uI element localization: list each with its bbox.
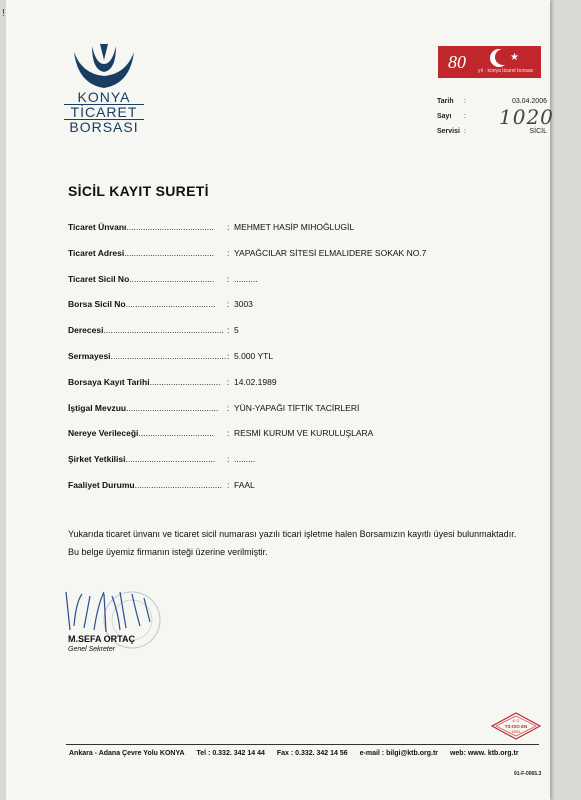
- document-page: [6, 0, 554, 800]
- meta-service-row: [437, 128, 547, 143]
- field-label: Sermayesi.................................................: [68, 350, 227, 361]
- iso-diamond-icon: [491, 712, 541, 740]
- field-label: İştigal Mevzuu.......................................: [68, 402, 219, 413]
- handwritten-number: 1020: [499, 105, 554, 129]
- crescent-cutout: [495, 49, 511, 65]
- signatory-role: Genel Sekreter: [68, 646, 116, 653]
- footer-fax: Fax : 0.332. 342 14 56: [276, 750, 348, 757]
- colon: :: [227, 479, 230, 490]
- form-number: 91-F-0065.3: [514, 771, 542, 777]
- colon: :: [464, 98, 466, 105]
- colon: :: [227, 273, 230, 284]
- date-value: 03.04.2006: [511, 98, 547, 105]
- field-value: 3003: [234, 299, 253, 310]
- number-label: Sayı: [437, 113, 452, 120]
- org-name-line2: TİCARET: [64, 104, 144, 120]
- colon: :: [464, 128, 466, 135]
- statement-line1: Yukarıda ticaret ünvanı ve ticaret sicil numarası yazılı ticari işletme halen Borsamızın kayıtlı üyesi bulunmaktadır.: [68, 529, 517, 539]
- svg-text:TS-ISO EN: TS-ISO EN: [504, 724, 528, 729]
- signatory-name: M.SEFA ORTAÇ: [68, 634, 135, 644]
- field-label: Faaliyet Durumu.....................................: [68, 479, 222, 490]
- field-label: Ticaret Adresi......................................: [68, 247, 214, 258]
- field-value: 5.000 YTL: [234, 350, 274, 361]
- colon: :: [227, 222, 230, 232]
- field-label: Ticaret Sicil No....................................: [68, 273, 215, 284]
- statement-line2: Bu belge üyemiz firmanın isteği üzerine verilmiştir.: [68, 547, 268, 557]
- star-icon: ★: [510, 52, 519, 63]
- anniversary-number: 80: [448, 52, 466, 72]
- colon: :: [227, 350, 230, 361]
- anniversary-badge: [438, 46, 541, 78]
- org-name-line1: KONYA: [77, 89, 131, 105]
- service-label: Servisi: [437, 128, 460, 135]
- konya-ticaret-borsasi-logo: [64, 44, 144, 134]
- field-label: Borsa Sicil No......................................: [68, 299, 216, 310]
- field-value: YAPAĞCILAR SİTESİ ELMALIDERE SOKAK NO.7: [234, 247, 427, 258]
- org-name-line3: BORSASI: [69, 119, 139, 135]
- svg-text:K G: K G: [512, 718, 520, 723]
- colon: :: [227, 247, 230, 258]
- footer-web: web: www. ktb.org.tr: [449, 750, 519, 757]
- date-label: Tarih: [437, 98, 454, 105]
- field-value: ..........: [234, 273, 258, 284]
- footer-phone: Tel : 0.332. 342 14 44: [196, 750, 265, 757]
- colon: :: [227, 428, 230, 439]
- colon: :: [227, 325, 230, 336]
- field-label: Borsaya Kayıt Tarihi..............................: [68, 376, 221, 387]
- meta-number-row: [437, 105, 554, 129]
- footer-address: Ankara - Adana Çevre Yolu KONYA: [69, 750, 185, 757]
- field-value: 5: [234, 325, 239, 336]
- colon: :: [464, 113, 466, 120]
- colon: :: [227, 376, 230, 387]
- iso-certification-mark: [491, 712, 541, 745]
- field-value: RESMİ KURUM VE KURULUŞLARA: [234, 428, 374, 439]
- signature-block: [60, 582, 170, 662]
- document-title: SİCİL KAYIT SURETİ: [68, 183, 209, 199]
- field-value: FAAL: [234, 479, 255, 490]
- edge-mark: !: [2, 8, 5, 19]
- field-value: MEHMET HASİP MIHOĞLUGİL: [234, 222, 355, 232]
- anniversary-tagline: yıl · konya ticaret borsası: [478, 68, 534, 74]
- field-label: Derecesi...................................................: [68, 325, 224, 336]
- field-label: Şirket Yetkilisi......................................: [68, 454, 216, 465]
- borsa-emblem-icon: [70, 44, 138, 90]
- footer-divider: [66, 744, 539, 745]
- document-meta: [437, 98, 554, 143]
- colon: :: [227, 299, 230, 310]
- field-value: 14.02.1989: [234, 376, 277, 387]
- service-value: SİCİL: [529, 128, 547, 135]
- field-value: .........: [234, 454, 256, 465]
- colon: :: [227, 454, 230, 465]
- colon: :: [227, 402, 230, 413]
- field-label: Ticaret Ünvanı.....................................: [68, 222, 214, 232]
- footer-contact: [69, 750, 529, 757]
- field-value: YÜN-YAPAĞI TİFTİK TACİRLERİ: [234, 402, 360, 413]
- svg-text:9001: 9001: [511, 729, 521, 734]
- certificate-statement: [68, 525, 548, 561]
- field-label: Nereye Verileceği................................: [68, 428, 214, 439]
- footer-email: e-mail : bilgi@ktb.org.tr: [359, 750, 439, 757]
